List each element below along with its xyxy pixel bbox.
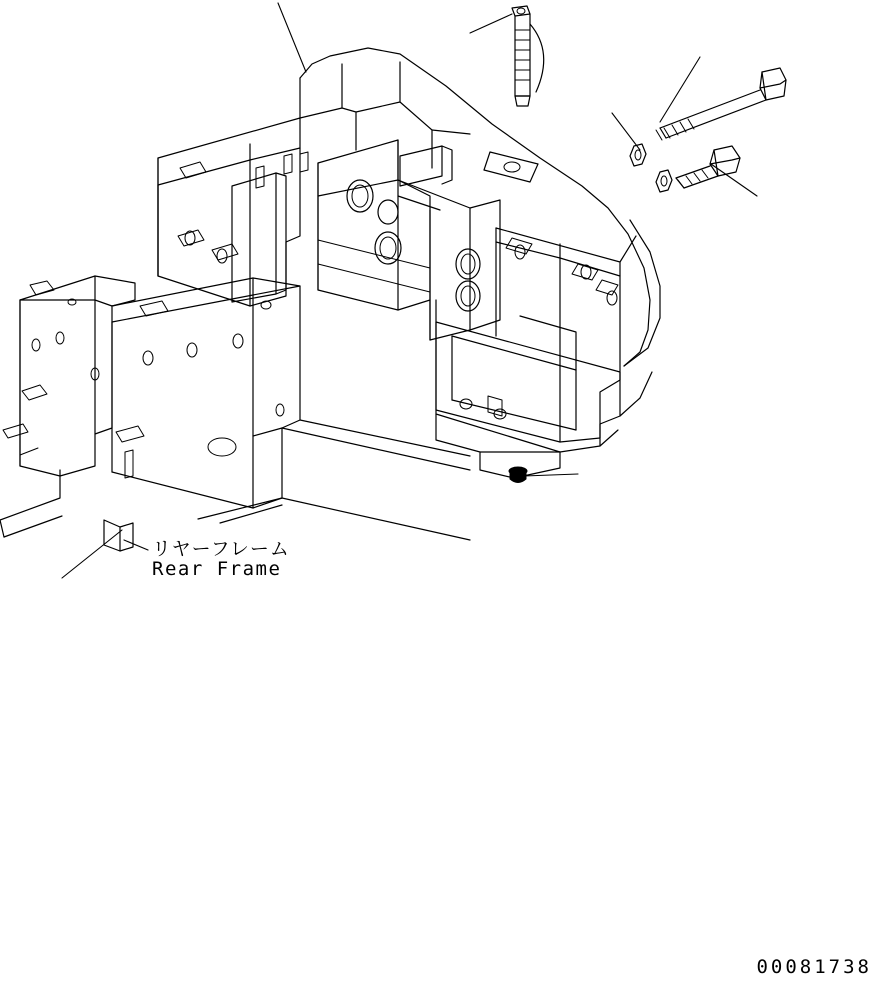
drawing-number: 00081738 [756,956,872,978]
leader-lines [62,3,757,578]
rear-frame-label [152,540,290,580]
rear-frame-label-jp: リヤーフレーム [152,538,290,560]
rear-frame-group [0,276,470,551]
long-bolt-part [656,68,786,140]
eye-bolt-part [512,6,544,106]
plug-part [509,467,527,483]
washer-parts [630,144,672,192]
counterweight-group [158,48,660,478]
short-bolt-part [676,146,740,188]
rear-frame-label-en: Rear Frame [152,557,282,580]
